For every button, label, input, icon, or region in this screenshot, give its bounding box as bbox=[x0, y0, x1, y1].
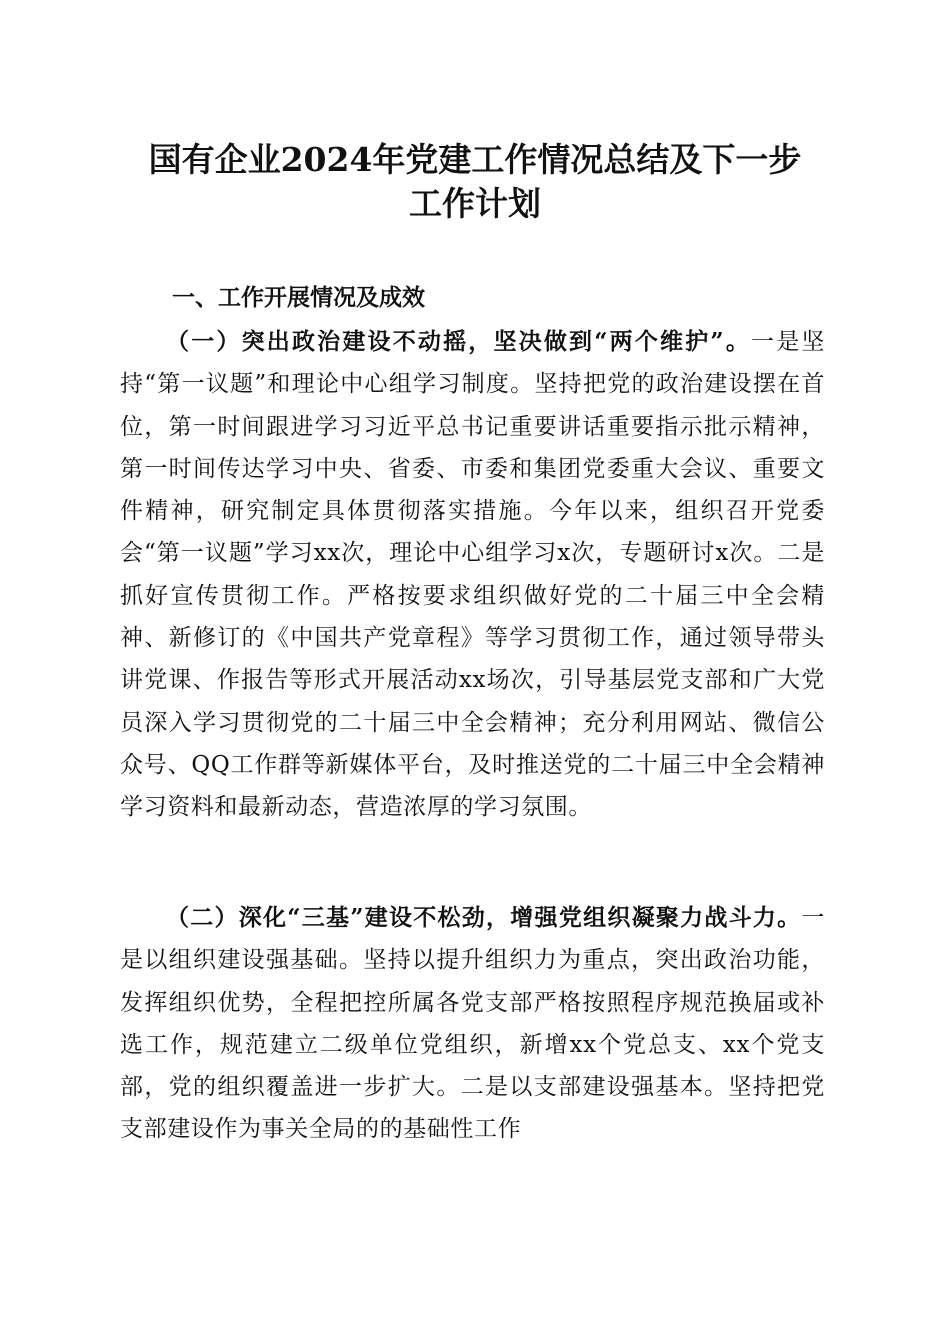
paragraph-2 bbox=[120, 897, 825, 1151]
document-title-line-1: 国有企业2024年党建工作情况总结及下一步 bbox=[148, 140, 802, 179]
paragraph-2-body: 一是以组织建设强基础。坚持以提升组织力为重点，突出政治功能，发挥组织优势，全程把控所属各党支部严格按照程序规范换届或补选工作，规范建立二级单位党组织，新增xx个党总支、xx个党支部，党的组织覆盖进一步扩大。二是以支部建设强基本。坚持把党支部建设作为事关全局的的基础性工作 bbox=[120, 905, 825, 1143]
paragraph-1 bbox=[120, 321, 825, 829]
paragraph-1-heading: （一）突出政治建设不动摇，坚决做到“两个维护”。 bbox=[166, 328, 752, 355]
document-title-line-2: 工作计划 bbox=[409, 184, 541, 223]
paragraph-1-body: 一是坚持“第一议题”和理论中心组学习制度。坚持把党的政治建设摆在首位，第一时间跟进学习习近平总书记重要讲话重要指示批示精神，第一时间传达学习中央、省委、市委和集团党委重大会议、重要文件精神，研究制定具体贯彻落实措施。今年以来，组织召开党委会“第一议题”学习xx次，理论中心组学习x次，专题研讨x次。二是抓好宣传贯彻工作。严格按要求组织做好党的二十届三中全会精神、新修订的《中国共产党章程》等学习贯彻工作，通过领导带头讲党课、作报告等形式开展活动xx场次，引导基层党支部和广大党员深入学习贯彻党的二十届三中全会精神；充分利用网站、微信公众号、QQ工作群等新媒体平台，及时推送党的二十届三中全会精神学习资料和最新动态，营造浓厚的学习氛围。 bbox=[120, 329, 825, 821]
paragraph-2-heading: （二）深化“三基”建设不松劲，增强党组织凝聚力战斗力。 bbox=[166, 904, 802, 931]
section-heading: 一、工作开展情况及成效 bbox=[172, 285, 425, 311]
